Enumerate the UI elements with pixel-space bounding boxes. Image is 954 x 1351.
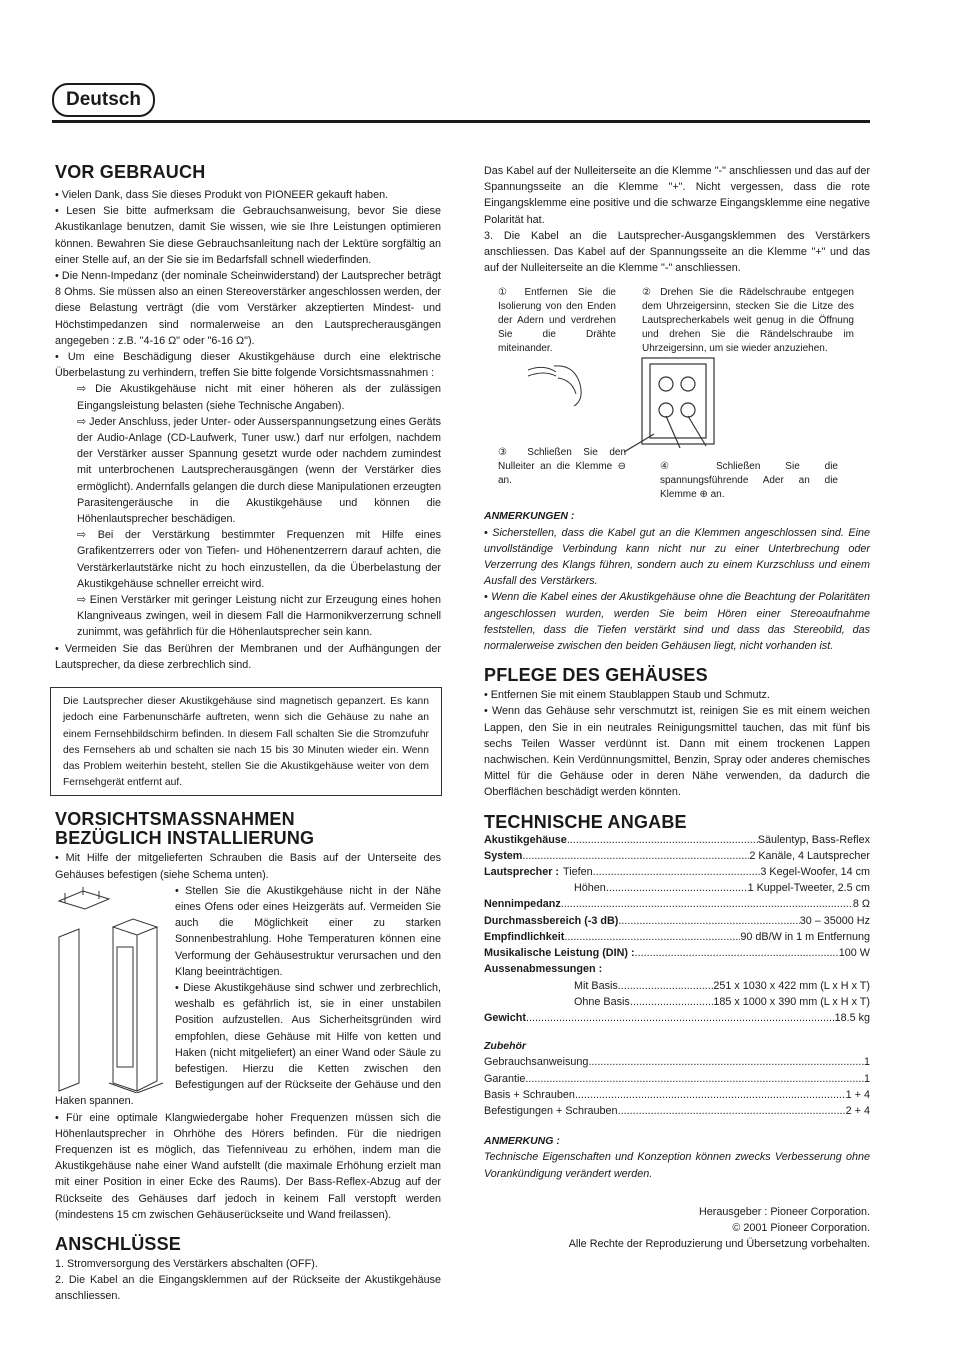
spec-label: Durchmassbereich (-3 dB) [484,914,619,927]
spec-value: 90 dB/W in 1 m Entfernung [740,930,870,943]
zubehoer-title: Zubehör [484,1040,526,1053]
spec-label: Befestigungen + Schrauben [484,1104,618,1117]
spec-value: 18.5 kg [834,1011,870,1024]
paragraph: • Entfernen Sie mit einem Staublappen Staub und Schmutz. [484,689,770,702]
spec-label [484,880,574,896]
spec-dots [618,978,714,994]
spec-value: 2 + 4 [845,1104,870,1117]
step-4: ④ Schließen Sie die spannungsführende Ader an die Klemme ⊕ an. [660,461,838,501]
paragraph: 2. Die Kabel an die Eingangsklemmen auf der Rückseite der Akustikgehäuse anschliessen. [55,1274,441,1303]
spec-label: Nennimpedanz [484,898,561,911]
spec-value: 1 + 4 [845,1088,870,1101]
step-2: ② Drehen Sie die Rädelschraube entgegen dem Uhrzeigersinn, stecken Sie die Litze des Lautsprecherkabels weit genug in die Öffnung und drehen Sie die Rändelschraube im Uhrzeigersinn, um sie wieder anzuziehen. [642,287,854,354]
right-column [484,163,870,1252]
heading-anschluesse: ANSCHLÜSSE [55,1233,182,1254]
magnet-notice-text: Die Lautsprecher dieser Akustikgehäuse sind magnetisch gepanzert. Es kann jedoch eine Farbenunschärfe auftreten, wenn sich die Gehäuse zu nahe an einem Fernsehbildschirm befinden. In diesem Fall schalten Sie die Stromzufuhr des Fernsehers ab und schalten sie nach 15 bis 30 Minuten wieder ein. Wenn das Problem weiterhin besteht, stellen Sie die Akustikgehäuse weiter von dem Fernsehgerät entfernt auf. [63,696,429,789]
spec-dots [526,1010,835,1026]
spec-dots [525,1071,864,1087]
anmerkungen-title: ANMERKUNGEN : [484,510,575,523]
spec-row-gewicht [484,1010,870,1026]
spec-dots [522,848,749,864]
paragraph: • Mit Hilfe der mitgelieferten Schrauben die Basis auf der Unterseite des Gehäuses befestigen (siehe Schema unten). [55,852,441,881]
spec-label: Lautsprecher : [484,866,559,879]
paragraph: 1. Stromversorgung des Verstärkers abschalten (OFF). [55,1257,318,1270]
spec-sublabel: Tiefen [563,866,593,879]
left-column [55,163,441,1305]
spec-row [484,880,870,896]
spec-value: 185 x 1000 x 390 mm (L x H x T) [713,995,870,1008]
spec-row [484,848,870,864]
spec-value: 251 x 1030 x 422 mm (L x H x T) [713,979,870,992]
language-badge: Deutsch [52,83,155,117]
anmerkung-title: ANMERKUNG : [484,1135,560,1148]
spec-row [484,1087,870,1103]
wire-twist-illustration [514,360,594,410]
speaker-base-diagram [53,887,171,1093]
heading-technische: TECHNISCHE ANGABE [484,811,687,832]
spec-row [484,913,870,929]
spec-label: Gewicht [484,1011,526,1024]
heading-vorsicht-1: VORSICHTSMASSNAHMEN [55,809,295,830]
spec-value: 1 Kuppel-Tweeter, 2.5 cm [747,882,870,895]
paragraph: • Vielen Dank, dass Sie dieses Produkt von PIONEER gekauft haben. [55,189,389,201]
spec-row [484,994,870,1010]
spec-dots [561,896,853,912]
anmerkung-text: Technische Eigenschaften und Konzeption können zwecks Verbesserung ohne Vorankündigung verändert werden. [484,1151,870,1180]
paragraph: • Stellen Sie die Akustikgehäuse nicht in der Nähe eines Ofens oder eines Heizgeräts auf. Vermeiden Sie auch die Möglichkeit einer zu starken Sonnenbestrahlung. Hohe Temperaturen können eine Verformung der Gehäusestruktur verursachen und den Klang beeinträchtigen. [175,884,441,978]
spec-dots [588,1054,864,1070]
spec-label: Garantie [484,1072,526,1085]
spec-dots [635,945,839,961]
spec-sublabel: Mit Basis [574,979,618,992]
spec-label: Musikalische Leistung (DIN) : [484,947,635,960]
step-3: ③ Schließen Sie den Nulleiter an die Klemme ⊖ an. [498,447,626,487]
note: • Wenn die Kabel eines der Akustikgehäuse ohne die Beachtung der Polaritäten angeschlossen wurden, werden Sie beim Hören einer Stereoaufnahme feststellen, dass die Tiefen verstärkt sind und dass das Stereobild, das normalerweise zwischen den beiden Gehäusen liegt, nicht vorhanden ist. [484,591,870,653]
spec-dots [567,832,758,848]
spec-dots [618,913,799,929]
paragraph: • Diese Akustikgehäuse sind schwer und zerbrechlich, weshalb es gefährlich ist, sie in einer unstabilen Position aufzustellen. Aus Sicherheitsgründen wird empfohlen, diese Gehäuse mit Hilfe von ketten und Haken (nicht mitgeliefert) an einer Wand oder Säule zu befestigen. Hierzu die Ketten zwischen den Befestigungen auf der Rückseite der Gehäuse und den Haken spannen. [55,981,441,1108]
spec-label: System [484,849,523,862]
paragraph: • Für eine optimale Klangwiedergabe hoher Frequenzen müssen sich die Höhenlautsprecher in Ohrhöhe des Hörers befinden. Für die niedrigen Frequenzen ist es möglich, das Tiefenniveau zu erhöhen, indem man die Akustikgehäuse nahe einer Wand aufstellt (die maximale Erhöhung erzielt man mit einer Position in einer Ecke des Raums). Der Bass-Reflex-Abzug auf der Rückseite des Gehäuses darf jedoch in keinem Fall verstopft werden (mindestens 15 cm zwischen Gehäuserückseite und Wand freilassen). [55,1111,441,1221]
spec-row [484,978,870,994]
spec-row [484,864,870,880]
heading-vor-gebrauch: VOR GEBRAUCH [55,162,206,182]
paragraph: 3. Die Kabel an die Lautsprecher-Ausgangsklemmen des Verstärkers anschliessen. Das Kabel auf der Spannungsseite an die Klemme "+" und das auf der Nulleiterseite an die Klemme "-" anschliessen. [484,229,870,275]
spec-row [484,1054,870,1070]
paragraph: • Um eine Beschädigung dieser Akustikgehäuse durch eine elektrische Überbelastung zu verhindern, treffen Sie bitte folgende Vorsichtsmassnahmen : [55,351,441,380]
spec-label: Basis + Schrauben [484,1088,575,1101]
spec-sublabel: Höhen [574,882,606,895]
spec-row [484,832,870,848]
publisher-block [484,1204,870,1253]
step-1: ① Entfernen Sie die Isolierung von den Enden der Adern und verdrehen Sie die Drähte miteinander. [498,287,616,354]
spec-value: 30 – 35000 Hz [799,914,870,927]
spec-row [484,1071,870,1087]
terminal-plate-illustration [624,354,724,454]
connection-steps [484,286,870,508]
zubehoer-list [484,1054,870,1119]
heading-vorsicht-2: BEZÜGLICH INSTALLIERUNG [55,828,315,849]
spec-label: Empfindlichkeit [484,930,565,943]
spec-dots [593,864,761,880]
spec-row [484,1103,870,1119]
spec-value: 100 W [838,947,870,960]
spec-dots [564,929,740,945]
spec-sublabel: Ohne Basis [574,995,630,1008]
paragraph: Das Kabel auf der Nulleiterseite an die Klemme "-" anschliessen und das auf der Spannungsseite an die Klemme "+". Nicht vergessen, dass die rote Eingangsklemme eine positive und die schwarze Eingangsklemme eine negative Polarität hat. [484,165,870,226]
note: • Sicherstellen, dass die Kabel gut an die Klemmen angeschlossen sind. Eine unvollständige Verbindung kann nicht nur zu einer Unterbrechung oder Verzerrung des Klangs führen, sondern auch zu einem Kurzschluss und einem Ausfall des Verstärkers. [484,526,870,588]
aussen-list [484,978,870,1010]
paragraph: • Wenn das Gehäuse sehr verschmutzt ist, reinigen Sie es mit einem weichen Lappen, den Sie in ein neutrales Reinigungsmittel tauchen, das mit fünf bis sechs Teilen Wasser verdünnt ist. Dann mit einem trockenen Lappen nachwischen. Kein Verdünnungsmittel, Benzin, Spray oder anderes chemisches Mittel für die Gehäuse oder in deren Nähe verwenden, da dadurch die Oberflächen beschädigt werden könnten. [484,705,870,799]
spec-list [484,832,870,962]
sub-item: ⇨ Bei der Verstärkung bestimmter Frequenzen mit Hilfe eines Grafikentzerrers oder von Tiefen- und Höhenentzerrern darauf achten, die Verstärkerlautstärke nicht zu hoch einzustellen, da die Überbelastung der Akustikgehäuse schneller erreicht wird. [77,529,441,590]
spec-row [484,929,870,945]
spec-dots [575,1087,846,1103]
spec-dots [606,880,748,896]
publisher-line: Herausgeber : Pioneer Corporation. [698,1205,870,1218]
spec-row [484,945,870,961]
rights-line: Alle Rechte der Reproduzierung und Übersetzung vorbehalten. [568,1238,870,1251]
spec-dots [618,1103,846,1119]
spec-value: 3 Kegel-Woofer, 14 cm [760,866,870,879]
spec-label: Akustikgehäuse [484,833,567,846]
sub-item: ⇨ Jeder Anschluss, jeder Unter- oder Ausserspannungsetzung eines Geräts der Audio-Anlage (CD-Laufwerk, Tuner usw.) darf nur erfolgen, nachdem der Verstärker ausser Spannung gesetzt wurde oder nachdem zumindest mit unterbrochenen Lautsprecherausgängen (wenn der Verstärker dies ermöglicht). Andernfalls gelangen die durch diese Manipulationen erzeugten Parasitengeräusche in die Akustikgehäuse und können die Höhenlautsprecher beschädigen. [77,415,441,526]
spec-value: 8 Ω [852,898,870,911]
speaker-column-illustration [53,887,171,1093]
spec-value: 1 [863,1072,870,1085]
spec-value: 2 Kanäle, 4 Lautsprecher [749,849,870,862]
sub-item: ⇨ Einen Verstärker mit geringer Leistung nicht zur Erzeugung eines hohen Klangniveaus zwingen, weil in diesem Fall die Harmonikverzerrung schnell zunimmt, was gefährlich für die Höhenlautsprecher sein kann. [77,594,441,639]
paragraph: • Lesen Sie bitte aufmerksam die Gebrauchsanweisung, bevor Sie diese Akustikanlage benutzen, damit Sie wissen, wie sie Ihre Leistungen optimieren können. Bewahren Sie diese Gebrauchsanleitung nach der Lektüre sorgfältig an einer Stelle auf, an der Sie sie im Bedarfsfall schnell wiederfinden. [55,205,441,266]
magnet-notice-box [50,687,442,796]
header-rule [52,120,870,123]
spec-value: 1 [863,1056,870,1069]
copyright-line: © 2001 Pioneer Corporation. [732,1221,870,1234]
spec-row [484,896,870,912]
heading-pflege: PFLEGE DES GEHÄUSES [484,665,708,686]
paragraph: • Die Nenn-Impedanz (der nominale Scheinwiderstand) der Lautsprecher beträgt 8 Ohms. Sie müssen also an einen Stereoverstärker angeschlossen werden, der diese Belastung verträgt (die vom Verstärker akzeptierten Mindest- und Höchstimpedanzen sind normalerweise an den Lautsprecherausgängen angegeben : z.B. "4-16 Ω" oder "6-16 Ω"). [55,270,441,347]
paragraph: • Vermeiden Sie das Berühren der Membranen und der Aufhängungen der Lautsprecher, da diese zerbrechlich sind. [55,642,441,671]
spec-label: Gebrauchsanweisung [484,1056,589,1069]
aussen-label: Aussenabmessungen : [484,963,603,976]
spec-dots [630,994,714,1010]
spec-value: Säulentyp, Bass-Reflex [757,833,870,846]
sub-item: ⇨ Die Akustikgehäuse nicht mit einer höheren als der zulässigen Eingangsleistung belasten (siehe Technische Angaben). [77,383,441,412]
